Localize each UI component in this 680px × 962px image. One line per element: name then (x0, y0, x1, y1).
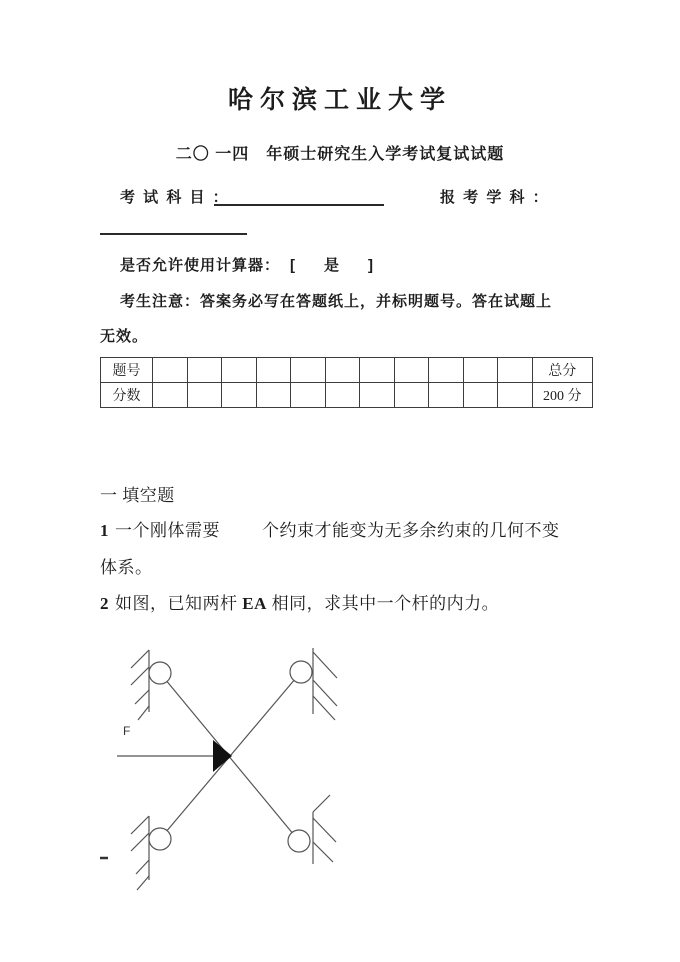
score-cell (222, 383, 257, 408)
total-label-cell: 总分 (532, 358, 593, 383)
question-2-text-after-ea: 相同，求其中一个杆的内力。 (266, 594, 500, 613)
score-cell (394, 383, 429, 408)
question-2-ea-symbol: EA (242, 594, 267, 613)
score-cell (325, 383, 360, 408)
question-1-number: 1 (100, 521, 109, 540)
question-2-number: 2 (100, 594, 109, 613)
calculator-line (120, 254, 374, 275)
total-value-cell: 200 分 (532, 383, 593, 408)
score-cell (394, 358, 429, 383)
score-cell (429, 383, 464, 408)
question-number-row (101, 358, 593, 383)
calculator-bracket-close: ] (368, 257, 375, 274)
pin-support-top-right (290, 648, 337, 720)
score-cell (153, 383, 188, 408)
question-1-continuation: 体系。 (100, 558, 153, 577)
score-cell (463, 358, 498, 383)
calculator-question-label: 是否允许使用计算器： (120, 257, 281, 274)
notice-line-1: 考生注意：答案务必写在答题纸上，并标明题号。答在试题上 (120, 293, 553, 310)
pin-support-bottom-right (288, 795, 336, 864)
score-cell (153, 358, 188, 383)
notice-line-2: 无效。 (100, 328, 149, 345)
exam-session-subtitle: 二〇 一四 年硕士研究生入学考试复试试题 (175, 146, 505, 163)
applied-discipline-label: 报 考 学 科 ： (440, 189, 550, 206)
score-cell (222, 358, 257, 383)
score-cell (498, 383, 533, 408)
question-2 (100, 589, 499, 614)
score-cell (360, 358, 395, 383)
force-arrow (213, 740, 232, 772)
calculator-bracket-open: [ (290, 257, 297, 274)
score-table (100, 357, 593, 408)
pin-support-top-left (131, 650, 171, 720)
pin-support-bottom-left (131, 816, 171, 890)
score-cell (187, 383, 222, 408)
question-1-text-after-blank: 个约束才能变为无多余约束的几何不变 (262, 521, 560, 540)
score-cell (498, 358, 533, 383)
applied-discipline-blank (100, 232, 247, 235)
force-label: F (123, 724, 131, 738)
section-heading: 一 填空题 (100, 486, 175, 505)
score-cell (463, 383, 498, 408)
score-cell (429, 358, 464, 383)
score-cell (291, 358, 326, 383)
score-row-label-cell: 分数 (101, 383, 153, 408)
question-2-text-before-ea: 如图，已知两杆 (115, 594, 243, 613)
exam-subject-label: 考 试 科 目 ： (120, 189, 230, 206)
question-row-label-cell: 题号 (101, 358, 153, 383)
question-1-text-before-blank: 一个刚体需要 (115, 521, 220, 540)
page-title: 哈尔滨工业大学 (227, 87, 452, 114)
exam-subject-blank (214, 203, 384, 206)
score-cell (291, 383, 326, 408)
score-cell (187, 358, 222, 383)
question-1-line-1 (100, 516, 560, 541)
score-cell (256, 383, 291, 408)
score-row (101, 383, 593, 408)
score-cell (256, 358, 291, 383)
truss-figure (93, 628, 393, 898)
score-cell (325, 358, 360, 383)
calculator-answer: 是 (324, 257, 341, 274)
score-cell (360, 383, 395, 408)
